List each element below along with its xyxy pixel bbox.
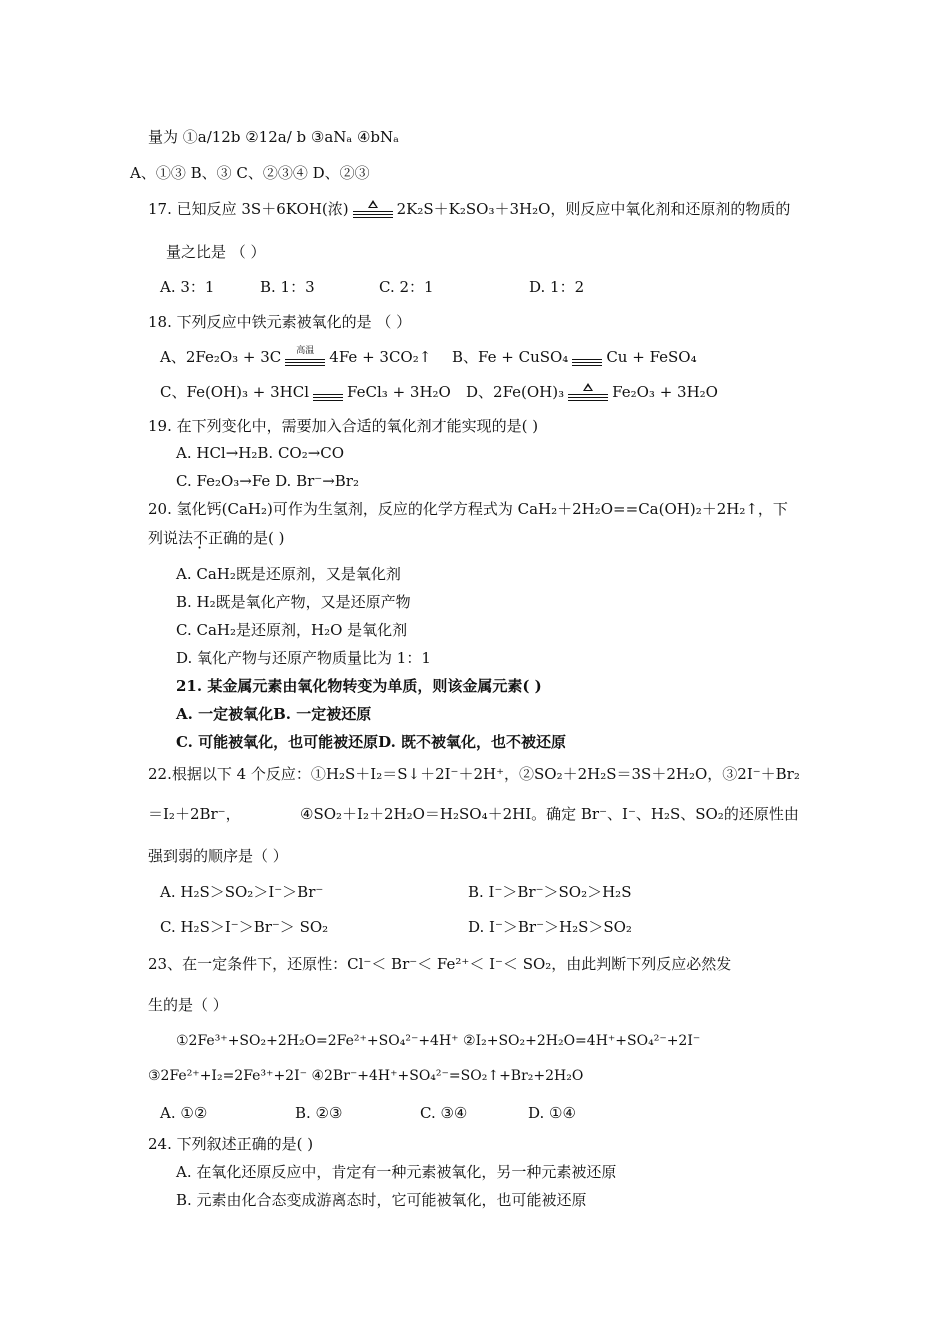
q21-options-ab: A. 一定被氧化B. 一定被还原 bbox=[176, 705, 372, 723]
q16-options: A、①③ B、③ C、②③④ D、②③ bbox=[130, 164, 370, 182]
q23-option-c: C. ③④ bbox=[420, 1104, 468, 1122]
q20-option-a: A. CaH₂既是还原剂，又是氧化剂 bbox=[176, 565, 401, 583]
q18-a-products: 4Fe + 3CO₂↑ bbox=[329, 348, 432, 366]
q17-stem-part1: 17. 已知反应 3S＋6KOH(浓) bbox=[148, 200, 349, 218]
q21-options-cd: C. 可能被氧化，也可能被还原D. 既不被氧化，也不被还原 bbox=[176, 733, 567, 751]
q18-option-d bbox=[466, 382, 718, 403]
q20-stem-tail: 正确的是( ) bbox=[208, 529, 285, 547]
heat-triangle-icon bbox=[368, 200, 378, 208]
q18-c-reactants: C、Fe(OH)₃ + 3HCl bbox=[160, 383, 310, 401]
q18-option-a bbox=[160, 347, 431, 368]
q17-option-d: D. 1：2 bbox=[529, 278, 585, 296]
equals-sign bbox=[313, 383, 343, 403]
q22-stem: 22.根据以下 4 个反应：①H₂S＋I₂＝S↓＋2I⁻＋2H⁺，②SO₂＋2H₂S＝3S＋2H₂O，③2I⁻＋Br₂ bbox=[148, 765, 800, 783]
q23-stem: 23、在一定条件下，还原性：Cl⁻＜ Br⁻＜ Fe²⁺＜ I⁻＜ SO₂，由此判断下列反应必然发 bbox=[148, 955, 732, 973]
q20-option-d: D. 氧化产物与还原产物质量比为 1：1 bbox=[176, 649, 431, 667]
q17-stem-end: 量之比是 （ ） bbox=[166, 243, 266, 261]
q20-option-b: B. H₂既是氧化产物，又是还原产物 bbox=[176, 593, 411, 611]
q20-emphasis-word: 不 bbox=[193, 529, 209, 547]
q22-stem-line2b: ④SO₂＋I₂＋2H₂O＝H₂SO₄＋2HI。确定 Br⁻、I⁻、H₂S、SO₂的还原性由 bbox=[300, 805, 799, 823]
q23-stem-end: 生的是（ ） bbox=[148, 996, 228, 1014]
q23-reactions-1-2: ①2Fe³⁺+SO₂+2H₂O=2Fe²⁺+SO₄²⁻+4H⁺ ②I₂+SO₂+2H₂O=4H⁺+SO₄²⁻+2I⁻ bbox=[176, 1033, 701, 1049]
q24-option-a: A. 在氧化还原反应中，肯定有一种元素被氧化，另一种元素被还原 bbox=[176, 1163, 617, 1181]
q20-stem: 20. 氢化钙(CaH₂)可作为生氢剂，反应的化学方程式为 CaH₂＋2H₂O==Ca(OH)₂＋2H₂↑，下 bbox=[148, 500, 788, 518]
q23-reactions-3-4: ③2Fe²⁺+I₂=2Fe³⁺+2I⁻ ④2Br⁻+4H⁺+SO₄²⁻=SO₂↑+Br₂+2H₂O bbox=[148, 1068, 584, 1084]
heat-condition-sign bbox=[353, 200, 393, 220]
q24-stem: 24. 下列叙述正确的是( ) bbox=[148, 1135, 314, 1153]
high-temp-label: 高温 bbox=[296, 346, 315, 356]
q22-option-c: C. H₂S＞I⁻＞Br⁻＞ SO₂ bbox=[160, 918, 329, 936]
q20-stem-text: 列说法 bbox=[148, 529, 194, 547]
q18-c-products: FeCl₃ + 3H₂O bbox=[347, 383, 451, 401]
q18-d-reactants: D、2Fe(OH)₃ bbox=[466, 383, 565, 401]
q20-option-c: C. CaH₂是还原剂，H₂O 是氧化剂 bbox=[176, 621, 408, 639]
q22-option-b: B. I⁻＞Br⁻＞SO₂＞H₂S bbox=[468, 883, 632, 901]
q18-b-products: Cu + FeSO₄ bbox=[606, 348, 697, 366]
q19-options-cd: C. Fe₂O₃→Fe D. Br⁻→Br₂ bbox=[176, 472, 359, 490]
q22-option-a: A. H₂S＞SO₂＞I⁻＞Br⁻ bbox=[160, 883, 324, 901]
q17-option-c: C. 2：1 bbox=[379, 278, 434, 296]
q19-stem: 19. 在下列变化中，需要加入合适的氧化剂才能实现的是( ) bbox=[148, 417, 539, 435]
q21-stem: 21. 某金属元素由氧化物转变为单质，则该金属元素( ) bbox=[176, 677, 542, 695]
q18-option-c bbox=[160, 382, 451, 403]
q23-option-b: B. ②③ bbox=[295, 1104, 343, 1122]
q24-option-b: B. 元素由化合态变成游离态时，它可能被氧化，也可能被还原 bbox=[176, 1191, 587, 1209]
q16-continuation: 量为 ①a/12b ②12a/ b ③aNₐ ④bNₐ bbox=[148, 128, 399, 146]
q22-stem-line2a: ＝I₂＋2Br⁻， bbox=[148, 805, 241, 823]
q19-options-ab: A. HCl→H₂B. CO₂→CO bbox=[176, 444, 345, 462]
q23-option-d: D. ①④ bbox=[528, 1104, 576, 1122]
high-temp-condition-sign bbox=[285, 348, 325, 368]
q22-stem-end: 强到弱的顺序是（ ） bbox=[148, 847, 288, 865]
q17-stem bbox=[148, 199, 790, 220]
q18-option-b bbox=[452, 347, 697, 368]
equals-sign bbox=[572, 348, 602, 368]
q18-b-reactants: B、Fe + CuSO₄ bbox=[452, 348, 569, 366]
q18-stem: 18. 下列反应中铁元素被氧化的是 （ ） bbox=[148, 313, 412, 331]
heat-condition-sign bbox=[568, 383, 608, 403]
q17-stem-part2: 2K₂S＋K₂SO₃＋3H₂O，则反应中氧化剂和还原剂的物质的 bbox=[396, 200, 791, 218]
q22-option-d: D. I⁻＞Br⁻＞H₂S＞SO₂ bbox=[468, 918, 632, 936]
q20-stem-end bbox=[148, 528, 285, 548]
q18-a-reactants: A、2Fe₂O₃ + 3C bbox=[160, 348, 282, 366]
q18-d-products: Fe₂O₃ + 3H₂O bbox=[612, 383, 718, 401]
q17-option-a: A. 3：1 bbox=[160, 278, 215, 296]
heat-triangle-icon bbox=[583, 383, 593, 391]
q23-option-a: A. ①② bbox=[160, 1104, 208, 1122]
q17-option-b: B. 1：3 bbox=[260, 278, 315, 296]
